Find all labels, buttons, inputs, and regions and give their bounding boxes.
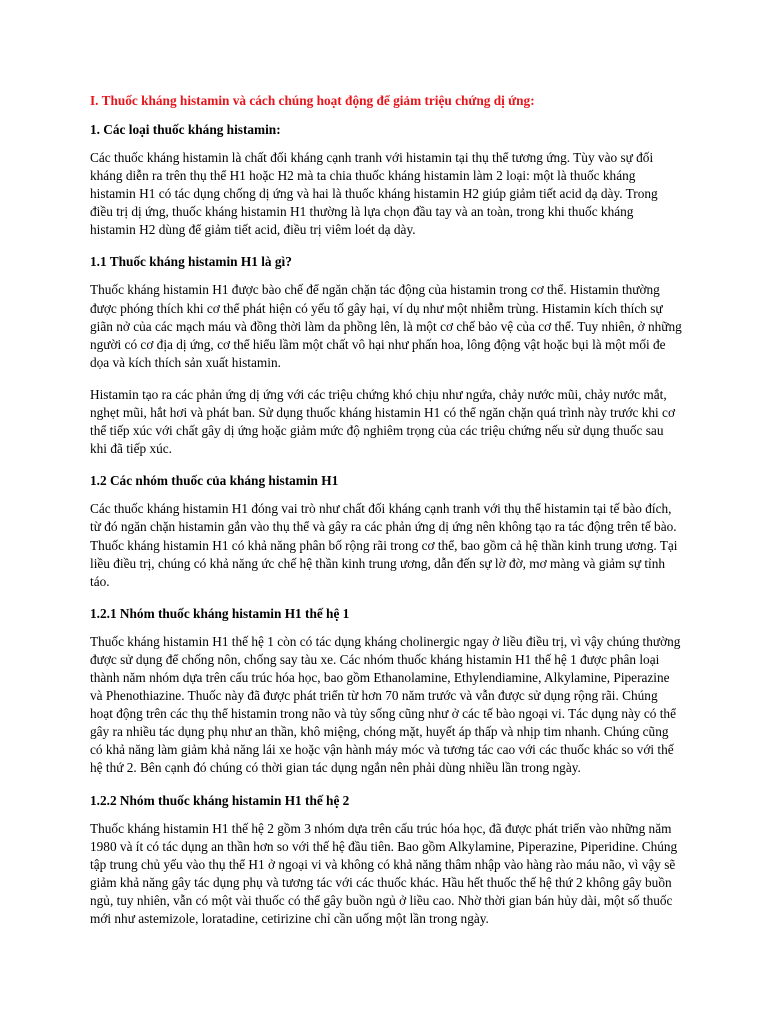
section-heading-1-2-2: 1.2.2 Nhóm thuốc kháng histamin H1 thế hệ 2	[90, 792, 350, 808]
section-heading-1: 1. Các loại thuốc kháng histamin:	[90, 122, 281, 137]
paragraph-histamine-reactions: Histamin tạo ra các phản ứng dị ứng với các triệu chứng khó chịu như ngứa, chảy nước mũi, chảy nước mắt, nghẹt mũi, hắt hơi và phát ban. Sử dụng thuốc kháng histamin H1 có thể ngăn chặn quá trình này trước khi cơ thể tiếp xúc với chất gây dị ứng hoặc giảm mức độ nghiêm trọng của các triệu chứng nếu sử dụng thuốc sau khi đã tiếp xúc.	[90, 386, 675, 457]
paragraph-first-generation: Thuốc kháng histamin H1 thế hệ 1 còn có tác dụng kháng cholinergic ngay ở liều điều trị, vì vậy chúng thường được sử dụng để chống nôn, chống say tàu xe. Các nhóm thuốc kháng histamin H1 thế hệ 1 được phân loại thành năm nhóm dựa trên cấu trúc hóa học, bao gồm Ethanolamine, Ethylendiamine, Alkylamine, Piperazine và Phenothiazine. Thuốc này đã được phát triển từ hơn 70 năm trước và vẫn được sử dụng rộng rãi. Chúng hoạt động trên các thụ thể histamin trong não và tủy sống cũng như ở các tế bào ngoại vi. Tác dụng này có thể gây ra nhiều tác dụng phụ như an thần, khô miệng, chóng mặt, huyết áp thấp và nhịp tim nhanh. Chúng cũng có khả năng làm giảm khả năng lái xe hoặc vận hành máy móc và tương tác cao với các thuốc khác so với thế hệ thứ 2. Bên cạnh đó chúng có thời gian tác dụng ngắn nên phải dùng nhiều lần trong ngày.	[90, 633, 681, 776]
section-heading-1-2: 1.2 Các nhóm thuốc của kháng histamin H1	[90, 473, 339, 489]
document-title: I. Thuốc kháng histamin và cách chúng hoạt động để giảm triệu chứng dị ứng:	[90, 93, 535, 108]
document-body	[90, 92, 682, 942]
paragraph-h1-definition: Thuốc kháng histamin H1 được bào chế để ngăn chặn tác động của histamin trong cơ thể. Histamin thường được phóng thích khi cơ thể phát hiện có yếu tố gây hại, ví dụ như một nhiễm trùng. Histamin kích thích sự giãn nở của các mạch máu và đồng thời làm da phồng lên, là một cơ chế bảo vệ của cơ thể. Tuy nhiên, ở những người có cơ địa dị ứng, cơ thể hiểu lầm một chất vô hại như phấn hoa, lông động vật hoặc bụi là một mối đe dọa và kích thích sản xuất histamin.	[90, 282, 682, 370]
paragraph-intro: Các thuốc kháng histamin là chất đối kháng cạnh tranh với histamin tại thụ thể tương ứng. Tùy vào sự đối kháng diễn ra trên thụ thể H1 hoặc H2 mà ta chia thuốc kháng histamin làm 2 loại: một là thuốc kháng histamin H1 có tác dụng chống dị ứng và hai là thuốc kháng histamin H2 giúp giảm tiết acid dạ dày. Trong điều trị dị ứng, thuốc kháng histamin H1 thường là lựa chọn đầu tay và an toàn, trong khi thuốc kháng histamin H2 dùng để giảm tiết acid, điều trị viêm loét dạ dày.	[90, 150, 658, 238]
section-heading-1-1: 1.1 Thuốc kháng histamin H1 là gì?	[90, 254, 292, 270]
paragraph-h1-groups: Các thuốc kháng histamin H1 đóng vai trò như chất đối kháng cạnh tranh với thụ thể histamin tại tế bào đích, từ đó ngăn chặn histamin gắn vào thụ thể và gây ra các phản ứng dị ứng nên không tạo ra tác động trên tế bào. Thuốc kháng histamin H1 có khả năng phân bố rộng rãi trong cơ thể, bao gồm cả hệ thần kinh trung ương. Tại liều điều trị, chúng có khả năng ức chế hệ thần kinh trung ương, dẫn đến sự lờ đờ, mơ màng và giảm sự tỉnh táo.	[90, 501, 678, 589]
section-heading-1-2-1: 1.2.1 Nhóm thuốc kháng histamin H1 thế hệ 1	[90, 605, 350, 621]
paragraph-second-generation: Thuốc kháng histamin H1 thế hệ 2 gồm 3 nhóm dựa trên cấu trúc hóa học, đã được phát triển vào những năm 1980 và ít có tác dụng an thần hơn so với thế hệ đầu tiên. Bao gồm Alkylamine, Piperazine, Piperidine. Chúng tập trung chủ yếu vào thụ thể H1 ở ngoại vi và không có khả năng thâm nhập vào hàng rào máu não, vì vậy sẽ giảm khả năng gây tác dụng phụ và tương tác với các thuốc khác. Hầu hết thuốc thế hệ thứ 2 không gây buồn ngủ, tuy nhiên, vẫn có một vài thuốc có thể gây buồn ngủ ở liều cao. Nhờ thời gian bán hủy dài, một số thuốc mới như astemizole, loratadine, cetirizine chỉ cần uống một lần trong ngày.	[90, 820, 678, 926]
